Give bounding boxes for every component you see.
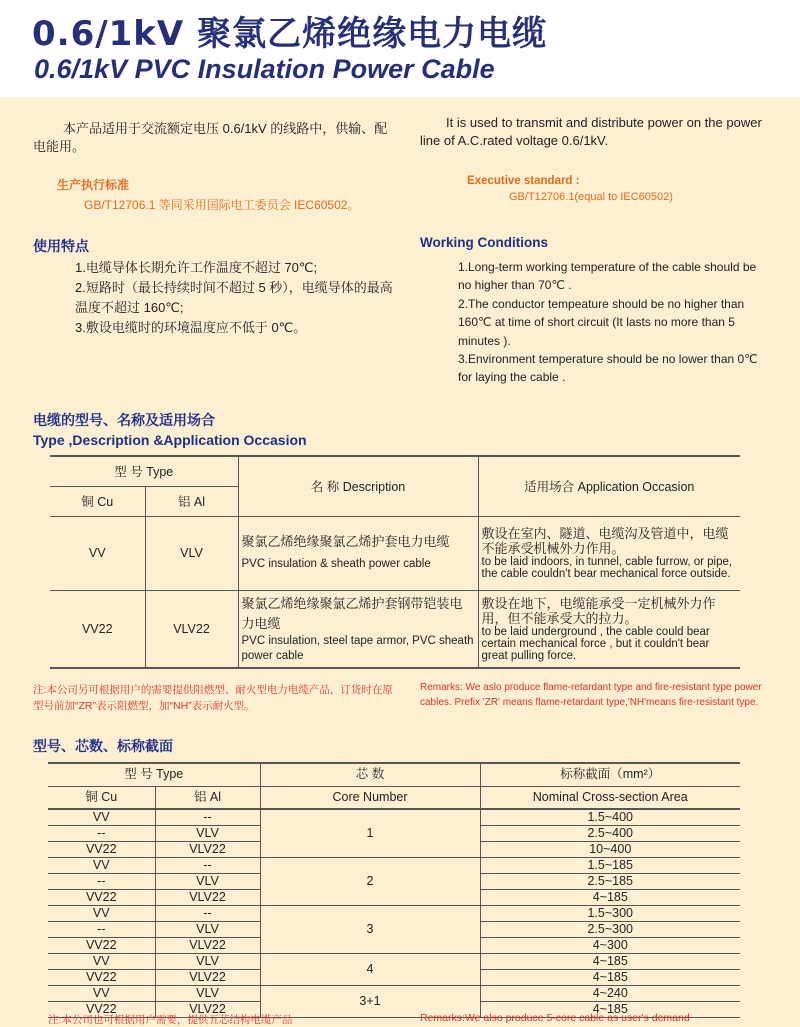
type-description-table (50, 455, 740, 669)
header-type: 型 号 Type (50, 456, 238, 486)
cell-cu: VV (48, 954, 155, 970)
cell-cu: -- (48, 826, 155, 842)
page-title-cn: 0.6/1kV 聚氯乙烯绝缘电力电缆 (32, 14, 548, 54)
header-area-cn: 标称截面（mm²） (480, 763, 740, 786)
page-title-en: 0.6/1kV PVC Insulation Power Cable (34, 54, 495, 84)
cell-area: 1.5~185 (480, 858, 740, 874)
table-row (48, 858, 740, 874)
header-description: 名 称 Description (238, 456, 478, 516)
desc-en: PVC insulation & sheath power cable (241, 558, 431, 570)
header-core-cn: 芯 数 (260, 763, 480, 786)
cell-cu: VV22 (48, 938, 155, 954)
header-application: 适用场合 Application Occasion (478, 456, 740, 516)
cell-area: 4~240 (480, 986, 740, 1002)
cell-cu: VV (48, 986, 155, 1002)
feature-en-item: 3.Environment temperature should be no lower than 0℃ for laying the cable . (458, 352, 758, 385)
table1-note-en: Remarks: We aslo produce flame-retardant type and fire-resistant type power cables. Prefix 'ZR' means flame-retardant type,'NH'means fire-resistant type. (420, 682, 762, 708)
cell-cu: -- (48, 922, 155, 938)
cell-area: 4~185 (480, 954, 740, 970)
table2-title-cn: 型号、芯数、标称截面 (33, 738, 173, 754)
table1-note-cn: 注:本公司另可根据用户的需要提供阻燃型、耐火型电力电缆产品，订货时在原型号前加“ZR”表示阻燃型，加“NH”表示耐火型。 (33, 684, 393, 712)
features-cn-list (75, 258, 400, 338)
cell-cu: VV (48, 858, 155, 874)
standard-cn: GB/T12706.1 等同采用国际电工委员会 IEC60502。 (84, 198, 360, 212)
table2-note-cn: 注:本公司也可根据用户需要，提供五芯结构电缆产品 (48, 1014, 293, 1026)
app-cn: 敷设在室内、隧道、电缆沟及管道中，电缆不能承受机械外力作用。 (481, 526, 729, 556)
cell-al: VLV22 (155, 1002, 260, 1018)
cell-al: VLV (145, 516, 238, 590)
intro-cn: 本产品适用于交流额定电压 0.6/1kV 的线路中，供输、配电能用。 (33, 121, 388, 154)
cell-al: VLV22 (155, 842, 260, 858)
cell-al: VLV (155, 954, 260, 970)
cell-al: VLV22 (155, 890, 260, 906)
feature-cn-item: 2.短路时（最长持续时间不超过 5 秒），电缆导体的最高温度不超过 160℃; (75, 280, 393, 315)
cell-core-number: 3 (260, 906, 480, 954)
cell-al: VLV22 (155, 970, 260, 986)
features-cn-title: 使用特点 (33, 238, 89, 254)
table2-note-en: Remarks:We also produce 5-core cable as user's demand (420, 1012, 690, 1024)
table-row (48, 906, 740, 922)
header-band (0, 0, 800, 97)
header-al: 铝 Al (155, 786, 260, 809)
cell-al: VLV (155, 986, 260, 1002)
cell-area: 2.5~185 (480, 874, 740, 890)
cell-area: 4~300 (480, 938, 740, 954)
app-en: to be laid indoors, in tunnel, cable furrow, or pipe, the cable couldn't bear mechanical force outside. (481, 556, 733, 580)
cell-area: 4~185 (480, 970, 740, 986)
feature-cn-item: 3.敷设电缆时的环境温度应不低于 0℃。 (75, 320, 307, 335)
cell-area: 1.5~400 (480, 809, 740, 826)
cell-al: VLV (155, 826, 260, 842)
desc-cn: 聚氯乙烯绝缘聚氯乙烯护套钢带铠装电力电缆 (241, 595, 463, 631)
cell-al: VLV (155, 922, 260, 938)
app-cn: 敷设在地下，电缆能承受一定机械外力作用，但不能承受大的拉力。 (481, 595, 716, 626)
cell-area: 4~185 (480, 1002, 740, 1018)
cell-area: 2.5~400 (480, 826, 740, 842)
header-core-en: Core Number (260, 786, 480, 809)
desc-en: PVC insulation, steel tape armor, PVC sheath power cable (241, 634, 474, 662)
features-en-list (458, 258, 763, 387)
cell-cu: VV22 (48, 1002, 155, 1018)
cell-al: -- (155, 858, 260, 874)
desc-cn: 聚氯乙烯绝缘聚氯乙烯护套电力电缆 (241, 534, 450, 549)
cell-cu: VV22 (48, 890, 155, 906)
cell-area: 2.5~300 (480, 922, 740, 938)
cell-cu: -- (48, 874, 155, 890)
standard-en-label: Executive standard : (467, 175, 580, 187)
core-section-table (48, 762, 740, 1018)
header-cu: 铜 Cu (48, 786, 155, 809)
standard-cn-label: 生产执行标准 (57, 178, 130, 192)
table1-title-en: Type ,Description &Application Occasion (33, 432, 307, 448)
cell-al: -- (155, 906, 260, 922)
table-row (48, 809, 740, 826)
cell-al: -- (155, 809, 260, 826)
cell-cu: VV22 (48, 842, 155, 858)
cell-core-number: 4 (260, 954, 480, 986)
feature-en-item: 2.The conductor tempeature should be no higher than 160℃ at time of short circuit (It lasts no more than 5 minutes ). (458, 296, 745, 348)
header-type: 型 号 Type (48, 763, 260, 786)
standard-en: GB/T12706.1(equal to IEC60502) (509, 191, 673, 203)
cell-al: VLV (155, 874, 260, 890)
header-area-en: Nominal Cross-section Area (480, 786, 740, 809)
header-al: 铝 Al (145, 486, 238, 516)
cell-cu: VV22 (50, 590, 145, 668)
table-row (50, 590, 740, 668)
cell-core-number: 3+1 (260, 986, 480, 1018)
cell-al: VLV22 (155, 938, 260, 954)
feature-cn-item: 1.电缆导体长期允许工作温度不超过 70℃; (75, 260, 318, 275)
cell-cu: VV (48, 906, 155, 922)
table-row (48, 986, 740, 1002)
cell-core-number: 2 (260, 858, 480, 906)
features-en-title: Working Conditions (420, 235, 548, 250)
table-row (50, 516, 740, 590)
cell-core-number: 1 (260, 809, 480, 858)
table-row (48, 954, 740, 970)
intro-en: It is used to transmit and distribute power on the power line of A.C.rated voltage 0.6/1kV. (420, 115, 762, 148)
cell-area: 4~185 (480, 890, 740, 906)
table1-title-cn: 电缆的型号、名称及适用场合 (33, 412, 215, 428)
feature-en-item: 1.Long-term working temperature of the cable should be no higher than 70℃ . (458, 260, 757, 293)
cell-area: 10~400 (480, 842, 740, 858)
cell-cu: VV22 (48, 970, 155, 986)
header-cu: 铜 Cu (50, 486, 145, 516)
cell-area: 1.5~300 (480, 906, 740, 922)
cell-al: VLV22 (145, 590, 238, 668)
cell-cu: VV (48, 809, 155, 826)
cell-cu: VV (50, 516, 145, 590)
app-en: to be laid underground , the cable could bear certain mechanical force , but it couldn't bear great pulling force. (481, 625, 710, 662)
